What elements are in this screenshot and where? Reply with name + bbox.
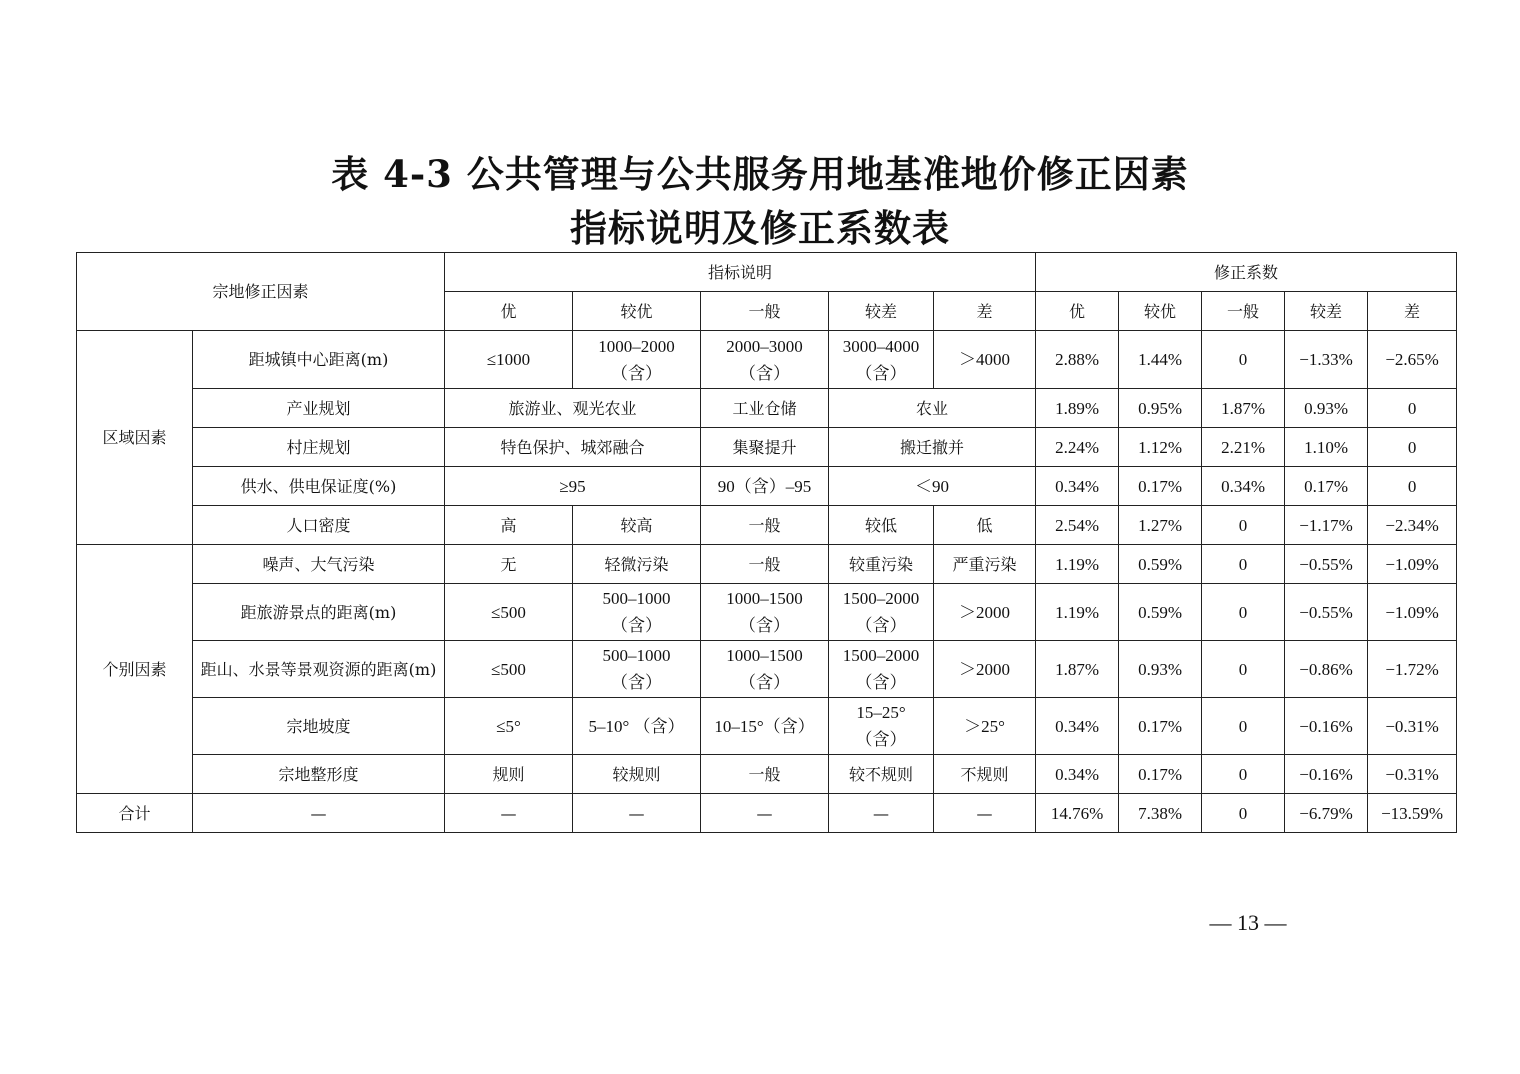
indicator-cell: ≤500	[445, 584, 573, 641]
total-coefficient-cell: −6.79%	[1285, 794, 1368, 833]
coefficient-cell: −0.31%	[1368, 755, 1457, 794]
indicator-cell: 农业	[829, 389, 1036, 428]
indicator-cell: ≤500	[445, 641, 573, 698]
coefficient-cell: 0.59%	[1119, 584, 1202, 641]
header-level: 较差	[829, 292, 934, 331]
indicator-cell: ＞4000	[934, 331, 1036, 389]
indicator-cell: —	[934, 794, 1036, 833]
coefficient-cell: 0.59%	[1119, 545, 1202, 584]
coefficient-cell: 0	[1202, 641, 1285, 698]
header-coefficient: 修正系数	[1036, 253, 1457, 292]
indicator-cell: ＞25°	[934, 698, 1036, 755]
coefficient-cell: 1.44%	[1119, 331, 1202, 389]
header-level: 较差	[1285, 292, 1368, 331]
factor-name: 村庄规划	[193, 428, 445, 467]
factor-name: 噪声、大气污染	[193, 545, 445, 584]
total-coefficient-cell: 7.38%	[1119, 794, 1202, 833]
indicator-cell: 集聚提升	[701, 428, 829, 467]
coefficient-cell: −0.55%	[1285, 545, 1368, 584]
coefficient-cell: 0.17%	[1119, 755, 1202, 794]
indicator-cell: ≤5°	[445, 698, 573, 755]
coefficient-cell: 2.24%	[1036, 428, 1119, 467]
header-level: 一般	[1202, 292, 1285, 331]
coefficient-cell: 0	[1202, 506, 1285, 545]
indicator-cell: 低	[934, 506, 1036, 545]
coefficient-cell: 2.21%	[1202, 428, 1285, 467]
table-row	[77, 467, 1457, 506]
coefficient-cell: −0.16%	[1285, 755, 1368, 794]
coefficient-cell: 0	[1202, 584, 1285, 641]
total-row	[77, 794, 1457, 833]
coefficient-cell: 0	[1202, 545, 1285, 584]
table-row	[77, 389, 1457, 428]
indicator-cell: 3000–4000 （含）	[829, 331, 934, 389]
coefficient-cell: 1.19%	[1036, 584, 1119, 641]
indicator-cell: —	[573, 794, 701, 833]
coefficient-cell: 0	[1202, 698, 1285, 755]
indicator-cell: 2000–3000 （含）	[701, 331, 829, 389]
table-title-line1: 表 4-3 公共管理与公共服务用地基准地价修正因素	[331, 152, 1189, 196]
coefficient-cell: −0.31%	[1368, 698, 1457, 755]
indicator-cell: 规则	[445, 755, 573, 794]
coefficient-cell: 1.12%	[1119, 428, 1202, 467]
page-number: — 13 —	[1209, 910, 1287, 935]
table-title-line2: 指标说明及修正系数表	[570, 206, 950, 250]
coefficient-cell: −0.86%	[1285, 641, 1368, 698]
header-level: 差	[1368, 292, 1457, 331]
coefficient-cell: −1.09%	[1368, 545, 1457, 584]
correction-factor-table	[76, 252, 1457, 833]
coefficient-cell: 0.93%	[1119, 641, 1202, 698]
indicator-cell: 严重污染	[934, 545, 1036, 584]
indicator-cell: —	[701, 794, 829, 833]
indicator-cell: 1000–2000 （含）	[573, 331, 701, 389]
coefficient-cell: 0.34%	[1036, 698, 1119, 755]
table-row	[77, 545, 1457, 584]
factor-name: 供水、供电保证度(%)	[193, 467, 445, 506]
coefficient-cell: −2.65%	[1368, 331, 1457, 389]
indicator-cell: 高	[445, 506, 573, 545]
indicator-cell: 较重污染	[829, 545, 934, 584]
table-row	[77, 331, 1457, 389]
indicator-cell: 5–10° （含）	[573, 698, 701, 755]
indicator-cell: 无	[445, 545, 573, 584]
indicator-cell: 1000–1500 （含）	[701, 584, 829, 641]
indicator-cell: 较不规则	[829, 755, 934, 794]
coefficient-cell: 0	[1202, 755, 1285, 794]
indicator-cell: ≥95	[445, 467, 701, 506]
coefficient-cell: 0.93%	[1285, 389, 1368, 428]
total-label: 合计	[77, 794, 193, 833]
indicator-cell: —	[445, 794, 573, 833]
coefficient-cell: 0.95%	[1119, 389, 1202, 428]
indicator-cell: ≤1000	[445, 331, 573, 389]
coefficient-cell: −1.09%	[1368, 584, 1457, 641]
indicator-cell: 90（含）–95	[701, 467, 829, 506]
table-row	[77, 698, 1457, 755]
indicator-cell: 较规则	[573, 755, 701, 794]
total-coefficient-cell: 0	[1202, 794, 1285, 833]
header-level: 差	[934, 292, 1036, 331]
total-factor-cell: —	[193, 794, 445, 833]
coefficient-cell: 2.54%	[1036, 506, 1119, 545]
group-regional: 区域因素	[77, 331, 193, 545]
indicator-cell: 一般	[701, 506, 829, 545]
header-level: 较优	[573, 292, 701, 331]
indicator-cell: 1000–1500 （含）	[701, 641, 829, 698]
indicator-cell: 一般	[701, 545, 829, 584]
coefficient-cell: −1.17%	[1285, 506, 1368, 545]
indicator-cell: ＞2000	[934, 641, 1036, 698]
coefficient-cell: 2.88%	[1036, 331, 1119, 389]
indicator-cell: 轻微污染	[573, 545, 701, 584]
indicator-cell: ＞2000	[934, 584, 1036, 641]
header-level: 优	[1036, 292, 1119, 331]
coefficient-cell: 1.27%	[1119, 506, 1202, 545]
coefficient-cell: 0	[1202, 331, 1285, 389]
indicator-cell: 15–25° （含）	[829, 698, 934, 755]
header-indicator: 指标说明	[445, 253, 1036, 292]
factor-name: 距旅游景点的距离(m)	[193, 584, 445, 641]
table-row	[77, 506, 1457, 545]
indicator-cell: —	[829, 794, 934, 833]
indicator-cell: 500–1000 （含）	[573, 584, 701, 641]
header-level: 一般	[701, 292, 829, 331]
total-coefficient-cell: 14.76%	[1036, 794, 1119, 833]
header-level: 优	[445, 292, 573, 331]
header-factor: 宗地修正因素	[77, 253, 445, 331]
indicator-cell: 1500–2000 （含）	[829, 641, 934, 698]
factor-name: 距城镇中心距离(m)	[193, 331, 445, 389]
coefficient-cell: 0.17%	[1119, 467, 1202, 506]
coefficient-cell: 1.87%	[1036, 641, 1119, 698]
indicator-cell: 较低	[829, 506, 934, 545]
coefficient-cell: 0	[1368, 389, 1457, 428]
table-row	[77, 428, 1457, 467]
indicator-cell: ＜90	[829, 467, 1036, 506]
indicator-cell: 500–1000 （含）	[573, 641, 701, 698]
coefficient-cell: 0.34%	[1202, 467, 1285, 506]
indicator-cell: 不规则	[934, 755, 1036, 794]
coefficient-cell: −2.34%	[1368, 506, 1457, 545]
coefficient-cell: 0.34%	[1036, 467, 1119, 506]
indicator-cell: 工业仓储	[701, 389, 829, 428]
coefficient-cell: 0	[1368, 428, 1457, 467]
coefficient-cell: 1.10%	[1285, 428, 1368, 467]
group-individual: 个别因素	[77, 545, 193, 794]
header-level: 较优	[1119, 292, 1202, 331]
coefficient-cell: 0.17%	[1285, 467, 1368, 506]
table-row	[77, 755, 1457, 794]
indicator-cell: 1500–2000 （含）	[829, 584, 934, 641]
coefficient-cell: −1.33%	[1285, 331, 1368, 389]
indicator-cell: 旅游业、观光农业	[445, 389, 701, 428]
indicator-cell: 一般	[701, 755, 829, 794]
factor-name: 人口密度	[193, 506, 445, 545]
coefficient-cell: 1.89%	[1036, 389, 1119, 428]
coefficient-cell: −0.16%	[1285, 698, 1368, 755]
indicator-cell: 特色保护、城郊融合	[445, 428, 701, 467]
coefficient-cell: −1.72%	[1368, 641, 1457, 698]
factor-name: 产业规划	[193, 389, 445, 428]
indicator-cell: 较高	[573, 506, 701, 545]
coefficient-cell: 1.19%	[1036, 545, 1119, 584]
coefficient-cell: −0.55%	[1285, 584, 1368, 641]
total-coefficient-cell: −13.59%	[1368, 794, 1457, 833]
indicator-cell: 搬迁撤并	[829, 428, 1036, 467]
factor-name: 距山、水景等景观资源的距离(m)	[193, 641, 445, 698]
coefficient-cell: 0.17%	[1119, 698, 1202, 755]
indicator-cell: 10–15°（含）	[701, 698, 829, 755]
table-row	[77, 641, 1457, 698]
coefficient-cell: 0	[1368, 467, 1457, 506]
coefficient-cell: 0.34%	[1036, 755, 1119, 794]
header-row-1	[77, 253, 1457, 292]
factor-name: 宗地整形度	[193, 755, 445, 794]
coefficient-cell: 1.87%	[1202, 389, 1285, 428]
factor-name: 宗地坡度	[193, 698, 445, 755]
table-row	[77, 584, 1457, 641]
